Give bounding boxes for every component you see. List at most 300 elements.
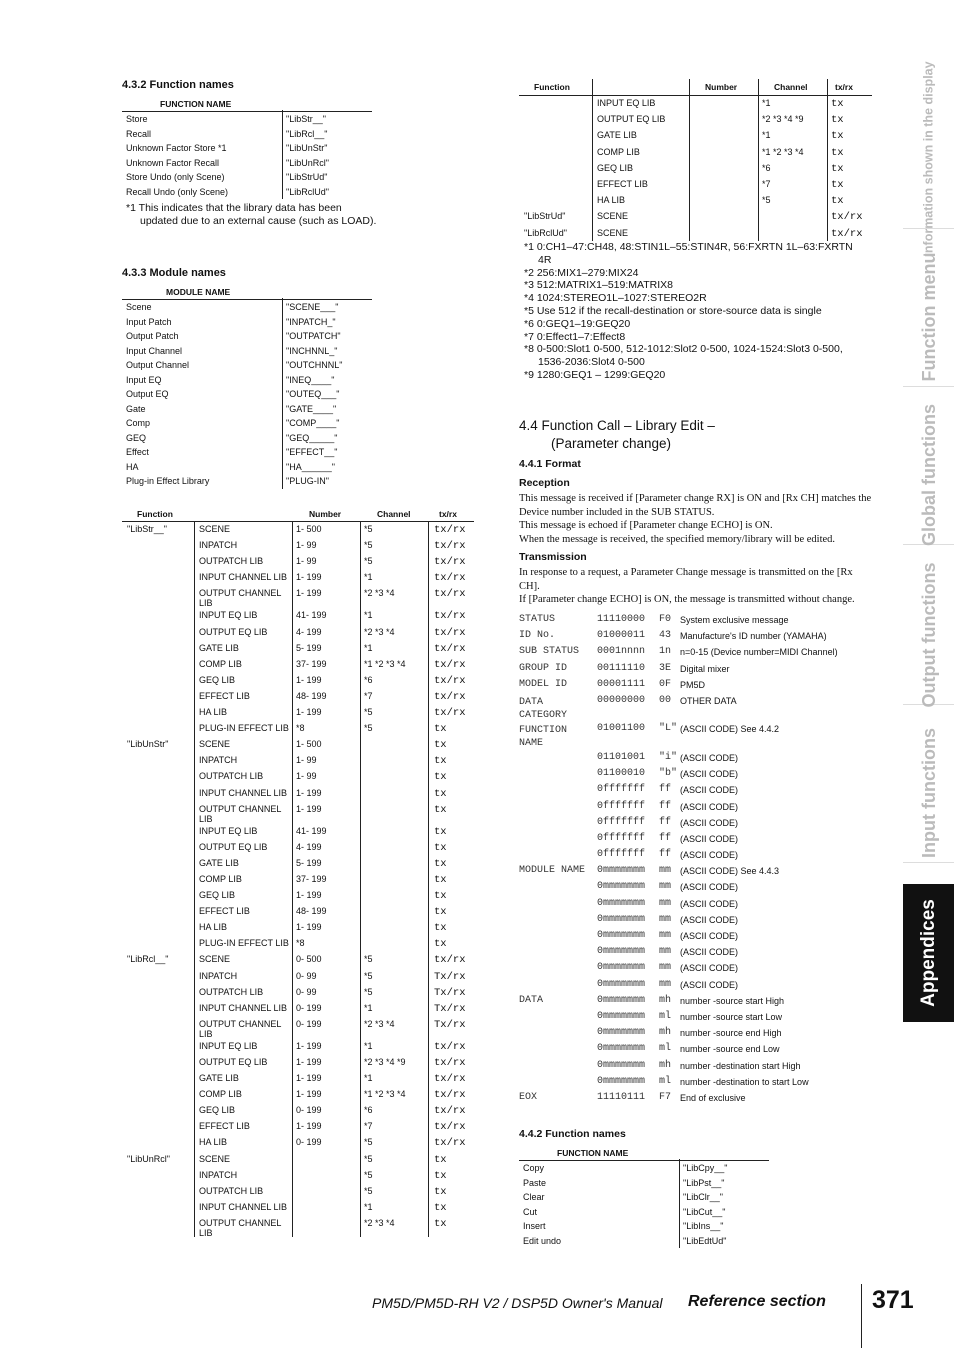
table-cell: tx [434, 1153, 447, 1166]
table-cell: tx [831, 162, 844, 175]
table-row [122, 329, 372, 344]
table-row [122, 1200, 474, 1216]
message-field: ID No. [519, 630, 556, 642]
table-cell: HA LIB [199, 922, 228, 933]
table-cell: GATE LIB [199, 1073, 239, 1084]
table-cell: GATE LIB [199, 857, 239, 868]
table-row [519, 1234, 769, 1249]
table-cell: tx/rx [434, 540, 466, 553]
table-cell: tx/rx [434, 674, 466, 687]
message-row [519, 646, 879, 662]
table-cell: INPUT EQ LIB [199, 610, 258, 621]
library-function-table-continued [519, 79, 872, 242]
table-row [122, 538, 474, 554]
message-binary: 11110000 [597, 614, 646, 625]
table-header-cell: Number [705, 82, 738, 92]
format-title: 4.4.1 Format [519, 458, 581, 470]
table-cell: COMP LIB [199, 658, 242, 669]
message-hex: ff [659, 800, 672, 812]
reception-title: Reception [519, 477, 570, 489]
table-cell: 1- 199 [296, 1121, 322, 1132]
table-cell: INPUT EQ LIB [199, 1040, 258, 1051]
message-description: (ASCII CODE) See 4.4.2 [680, 724, 780, 735]
message-hex: mh [659, 1027, 672, 1039]
column-divider [360, 521, 361, 1237]
message-binary: 0mmmmmmm [597, 913, 646, 925]
table-row [519, 209, 872, 225]
table-row [122, 737, 474, 753]
table-row [519, 1190, 769, 1205]
message-hex: mh [659, 994, 672, 1006]
function-code: "LibIns__" [683, 1221, 724, 1231]
message-description: PM5D [680, 679, 706, 690]
table-cell: *5 [762, 195, 771, 206]
message-row [519, 1027, 879, 1043]
table-header-row [122, 506, 474, 522]
table-cell: tx/rx [831, 227, 863, 240]
table-header-cell: tx/rx [439, 509, 457, 519]
function-label: Recall [126, 128, 152, 139]
message-binary: 0fffffff [597, 784, 646, 796]
table-cell: *1 [364, 572, 373, 583]
message-description: n=0-15 (Device number=MIDI Channel) [680, 647, 838, 658]
table-cell: INPUT CHANNEL LIB [199, 787, 288, 798]
message-binary: 0fffffff [597, 832, 646, 844]
table-cell: *2 *3 *4 *9 [762, 114, 804, 125]
table-row [122, 170, 372, 185]
table-cell: tx [434, 841, 447, 854]
table-cell: 1- 199 [296, 787, 322, 798]
table-row [519, 1205, 769, 1220]
function-label: Edit undo [523, 1235, 562, 1246]
table-cell: Tx/rx [434, 1018, 466, 1031]
message-description: OTHER DATA [680, 695, 737, 706]
table-cell: tx [831, 146, 844, 159]
function-label: Gate [126, 403, 146, 414]
transmission-p1: In response to a request, a Parameter Change message is transmitted on the [Rx CH]. [519, 567, 853, 592]
table-cell: *1 [762, 98, 771, 108]
footer-section: Reference section [688, 1293, 826, 1310]
table-header-cell: Channel [377, 509, 411, 519]
table-cell: *6 [364, 1105, 373, 1116]
message-description: (ASCII CODE) [680, 752, 739, 763]
table-header-cell: Function [137, 509, 173, 519]
table-cell: PLUG-IN EFFECT LIB [199, 938, 289, 949]
table-row [122, 373, 372, 388]
tab-global-functions[interactable] [903, 406, 954, 545]
table-cell: tx/rx [434, 1137, 466, 1150]
table-row [122, 344, 372, 359]
message-binary: 0mmmmmmm [597, 1075, 646, 1087]
message-description: Manufacture's ID number (YAMAHA) [680, 631, 827, 642]
message-row [519, 614, 879, 630]
table-cell: GEQ LIB [199, 674, 236, 685]
function-code: "PLUG-IN" [286, 476, 329, 486]
table-row [122, 522, 474, 538]
message-hex: ff [659, 849, 672, 861]
table-cell: *5 [364, 986, 373, 997]
table-row [122, 920, 474, 936]
message-description: number -destination start High [680, 1060, 801, 1071]
table-cell: 1- 199 [296, 1089, 322, 1100]
table-cell: 1- 99 [296, 540, 317, 551]
table-row [122, 1216, 474, 1238]
table-row [122, 786, 474, 802]
table-row [519, 1176, 769, 1191]
table-cell: PLUG-IN EFFECT LIB [199, 723, 289, 734]
table-cell: 1- 199 [296, 1073, 322, 1084]
table-cell: SCENE [199, 524, 231, 534]
tab-information-display[interactable] [903, 61, 954, 257]
footer-divider [861, 1284, 862, 1348]
table-row [122, 1119, 474, 1135]
table-cell: tx/rx [434, 626, 466, 639]
message-description: (ASCII CODE) [680, 882, 739, 893]
table-cell: "LibUnRcl" [127, 1153, 170, 1164]
message-binary: 0mmmmmmm [597, 994, 646, 1006]
table-row [122, 641, 474, 657]
table-row [122, 1055, 474, 1071]
message-binary: 0mmmmmmm [597, 1010, 646, 1022]
message-hex: ff [659, 832, 672, 844]
message-row [519, 817, 879, 833]
message-binary: 0mmmmmmm [597, 897, 646, 909]
table-row [122, 1184, 474, 1200]
function-names-table [122, 97, 372, 199]
table-cell: 1- 199 [296, 674, 322, 685]
function-label: Copy [523, 1163, 545, 1173]
message-hex: ml [659, 1075, 672, 1087]
table-cell: *1 [364, 1040, 373, 1051]
message-hex: mh [659, 1059, 672, 1071]
table-row [122, 904, 474, 920]
table-cell: EFFECT LIB [597, 178, 648, 189]
table-cell: 48- 199 [296, 690, 327, 701]
table-row [122, 888, 474, 904]
table-cell: *5 [364, 1169, 373, 1180]
tab-output-functions[interactable] [903, 562, 954, 708]
function-code: "INCHNNL_" [286, 345, 338, 356]
message-row [519, 768, 879, 784]
table-cell: *2 *3 *4 [364, 1018, 395, 1029]
message-description: (ASCII CODE) [680, 963, 739, 974]
message-binary: 01101001 [597, 751, 646, 763]
table-cell: EFFECT LIB [199, 690, 250, 701]
table-cell: 1- 500 [296, 739, 322, 750]
message-binary: 01001100 [597, 723, 646, 735]
table-row [122, 1071, 474, 1087]
tab-input-functions[interactable] [903, 724, 954, 863]
message-field: DATA CATEGORY [519, 696, 568, 721]
table-cell: tx/rx [434, 658, 466, 671]
table-row [519, 1161, 769, 1176]
table-cell: INPATCH [199, 1169, 238, 1180]
function-code: "LibStrUd" [286, 172, 328, 182]
function-names-2-table [519, 1146, 769, 1248]
table-cell: *5 [364, 1137, 373, 1148]
table-cell: 41- 199 [296, 825, 327, 836]
page-number: 371 [872, 1286, 914, 1314]
column-divider [758, 79, 759, 241]
message-hex: 1n [659, 646, 672, 658]
table-cell: tx/rx [831, 211, 863, 224]
table-row [519, 128, 872, 144]
function-code: "INEQ____" [286, 374, 335, 385]
table-cell: COMP LIB [199, 873, 242, 884]
function-label: Input Channel [126, 345, 183, 356]
message-binary: 0mmmmmmm [597, 962, 646, 974]
table-cell: tx/rx [434, 588, 466, 601]
table-cell: 1- 99 [296, 771, 317, 782]
message-hex: mm [659, 978, 672, 990]
table-header-row [519, 79, 872, 96]
table-header-cell: Channel [774, 82, 808, 92]
column-divider [292, 521, 293, 1237]
message-field: MODEL ID [519, 678, 568, 690]
function-code: "COMP____" [286, 418, 340, 428]
function-label: Store [126, 114, 148, 124]
message-description: (ASCII CODE) [680, 817, 739, 828]
table-row [122, 431, 372, 446]
table-cell: tx [434, 755, 447, 768]
function-code: "LibClr__" [683, 1192, 723, 1202]
message-description: End of exclusive [680, 1092, 746, 1103]
table-cell: tx [434, 873, 447, 886]
table-row [122, 753, 474, 769]
message-description: (ASCII CODE) [680, 914, 739, 925]
message-row [519, 849, 879, 865]
function-names-2-title: 4.4.2 Function names [519, 1128, 626, 1140]
table-cell: 37- 199 [296, 658, 327, 669]
message-row [519, 1011, 879, 1027]
tab-output-functions-label: Output functions [918, 562, 939, 708]
channel-note: *4 1024:STEREO1L–1027:STEREO2R [524, 292, 707, 305]
message-field: DATA [519, 994, 544, 1006]
column-divider [428, 521, 429, 1237]
function-names-header: FUNCTION NAME [160, 99, 232, 109]
message-row [519, 898, 879, 914]
transmission-title: Transmission [519, 551, 587, 563]
table-cell: tx [434, 906, 447, 919]
function-label: Input Patch [126, 316, 172, 327]
table-row [122, 402, 372, 417]
table-row [122, 112, 372, 127]
message-description: (ASCII CODE) See 4.4.3 [680, 866, 780, 877]
table-cell: tx/rx [434, 1089, 466, 1102]
table-cell: 1- 99 [296, 556, 317, 567]
table-row [519, 193, 872, 209]
table-cell: 1- 500 [296, 524, 322, 534]
table-cell: *5 [364, 723, 373, 734]
table-row [122, 673, 474, 689]
transmission-p2: If [Parameter change ECHO] is ON, the message is transmitted without change. [519, 594, 855, 605]
table-cell: *1 [364, 610, 373, 621]
function-label: HA [126, 461, 139, 472]
table-cell: tx/rx [434, 707, 466, 720]
function-label: Output Patch [126, 331, 179, 341]
message-row [519, 1060, 879, 1076]
function-label: Recall Undo (only Scene) [126, 186, 229, 197]
table-cell: 1- 199 [296, 922, 322, 933]
table-cell: 4- 199 [296, 626, 322, 637]
column-divider [689, 79, 690, 241]
message-row [519, 865, 879, 881]
section-title [519, 417, 715, 453]
table-cell: *1 [364, 1002, 373, 1013]
table-cell: *5 [364, 970, 373, 981]
table-cell: EFFECT LIB [199, 1121, 250, 1132]
table-cell: tx [434, 825, 447, 838]
tab-function-menu[interactable] [903, 248, 954, 387]
table-row [122, 824, 474, 840]
message-field: FUNCTION NAME [519, 725, 568, 750]
message-binary: 0001nnnn [597, 646, 646, 658]
message-row [519, 630, 879, 646]
tab-appendices[interactable] [903, 884, 954, 1022]
table-cell: *5 [364, 540, 373, 551]
table-cell: 1- 199 [296, 588, 322, 599]
table-cell: INPATCH [199, 970, 238, 981]
table-cell: tx [434, 938, 447, 951]
table-cell: tx [434, 1201, 447, 1214]
message-binary: 0mmmmmmm [597, 1043, 646, 1055]
table-cell: SCENE [199, 954, 231, 965]
table-cell: INPUT CHANNEL LIB [199, 572, 288, 583]
message-field: MODULE NAME [519, 865, 586, 877]
message-binary: 0fffffff [597, 816, 646, 828]
channel-note: *3 512:MATRIX1–519:MATRIX8 [524, 279, 674, 292]
message-field: EOX [519, 1091, 538, 1103]
message-row [519, 833, 879, 849]
table-cell: 0- 199 [296, 1018, 322, 1029]
table-row [519, 1219, 769, 1234]
message-hex: ff [659, 784, 672, 796]
table-cell: COMP LIB [597, 146, 640, 157]
message-description: number -destination to start Low [680, 1076, 809, 1087]
message-description: Digital mixer [680, 663, 730, 674]
message-binary: 0fffffff [597, 800, 646, 812]
channel-note: *1 0:CH1–47:CH48, 48:STIN1L–55:STIN4R, 56:FXRTN 1L–63:FXRTN 4R [524, 241, 853, 266]
table-row [122, 1017, 474, 1039]
table-cell: *1 *2 *3 *4 [762, 146, 804, 157]
table-cell: SCENE [199, 1153, 231, 1164]
tab-input-functions-label: Input functions [918, 728, 939, 858]
table-row [122, 705, 474, 721]
message-description: (ASCII CODE) [680, 979, 739, 990]
message-hex: ff [659, 816, 672, 828]
message-description: (ASCII CODE) [680, 785, 739, 796]
function-label: Insert [523, 1221, 546, 1231]
table-row [122, 445, 372, 460]
tab-appendices-label: Appendices [917, 899, 939, 1007]
table-cell: tx [831, 178, 844, 191]
message-row [519, 784, 879, 800]
table-cell: 0- 99 [296, 970, 317, 981]
message-hex: 43 [659, 630, 672, 642]
column-divider [592, 79, 593, 241]
module-names-title: 4.3.3 Module names [122, 267, 226, 279]
message-row [519, 663, 879, 679]
table-cell: 1- 199 [296, 707, 322, 718]
function-code: "OUTCHNNL" [286, 360, 343, 370]
table-row [122, 1087, 474, 1103]
table-cell: tx/rx [434, 1040, 466, 1053]
table-row [122, 156, 372, 171]
table-row [122, 570, 474, 586]
table-cell: OUTPUT CHANNEL LIB [199, 803, 282, 824]
table-cell: "LibUnStr" [127, 739, 169, 750]
message-row [519, 962, 879, 978]
function-label: Effect [126, 447, 149, 457]
table-cell: tx/rx [434, 1121, 466, 1134]
table-row [122, 1168, 474, 1184]
table-cell: 1- 199 [296, 572, 322, 583]
table-cell: tx [434, 922, 447, 935]
function-label: Clear [523, 1192, 545, 1202]
message-hex: mm [659, 962, 672, 974]
table-cell: 0- 99 [296, 986, 317, 997]
table-cell: COMP LIB [199, 1089, 242, 1100]
table-cell: "LibRcl__" [127, 954, 169, 965]
message-binary: 0mmmmmmm [597, 978, 646, 990]
table-cell: 1- 199 [296, 1057, 322, 1067]
table-row [519, 96, 872, 112]
message-binary: 00000000 [597, 694, 646, 706]
table-cell: OUTPUT CHANNEL LIB [199, 1217, 282, 1238]
function-code: "INPATCH_" [286, 316, 336, 327]
table-cell: GEQ LIB [597, 162, 634, 173]
table-row [122, 387, 372, 402]
table-cell: 0- 500 [296, 954, 322, 965]
channel-note: *8 0-500:Slot1 0-500, 512-1012:Slot2 0-500, 1024-1524:Slot3 0-500, 1536-2036:Slot4 0-500 [524, 343, 843, 369]
table-cell: *2 *3 *4 [364, 626, 395, 637]
table-cell: tx/rx [434, 1057, 466, 1069]
channel-note: *7 0:Effect1–7:Effect8 [524, 330, 626, 343]
table-cell: OUTPUT EQ LIB [199, 626, 268, 637]
table-cell: GEQ LIB [199, 1105, 236, 1116]
table-cell: 1- 199 [296, 890, 322, 901]
message-hex: F7 [659, 1091, 672, 1103]
message-row [519, 930, 879, 946]
message-row [519, 914, 879, 930]
reception-text [519, 492, 874, 546]
message-field: GROUP ID [519, 662, 568, 674]
table-header-cell: Number [309, 509, 342, 519]
message-row [519, 1076, 879, 1092]
table-cell: tx [831, 195, 844, 208]
table-cell: GATE LIB [199, 642, 239, 653]
column-divider [194, 521, 195, 1237]
table-cell: OUTPUT EQ LIB [199, 841, 268, 852]
channel-notes [524, 241, 869, 382]
table-row [122, 586, 474, 608]
table-cell: *5 [364, 524, 373, 534]
message-hex: mm [659, 946, 672, 958]
message-binary: 11110111 [597, 1091, 646, 1103]
table-header-cell: tx/rx [835, 82, 853, 92]
message-description: (ASCII CODE) [680, 931, 739, 941]
table-cell: OUTPATCH LIB [199, 986, 264, 997]
message-field: SUB STATUS [519, 646, 580, 658]
message-hex: mm [659, 930, 672, 941]
table-cell: 48- 199 [296, 906, 327, 917]
table-cell: OUTPUT CHANNEL LIB [199, 588, 282, 609]
table-cell: *1 [364, 1201, 373, 1212]
function-label: Cut [523, 1206, 538, 1217]
message-row [519, 979, 879, 995]
function-code: "LibRclUd" [286, 186, 329, 197]
channel-note: *2 256:MIX1–279:MIX24 [524, 266, 639, 279]
